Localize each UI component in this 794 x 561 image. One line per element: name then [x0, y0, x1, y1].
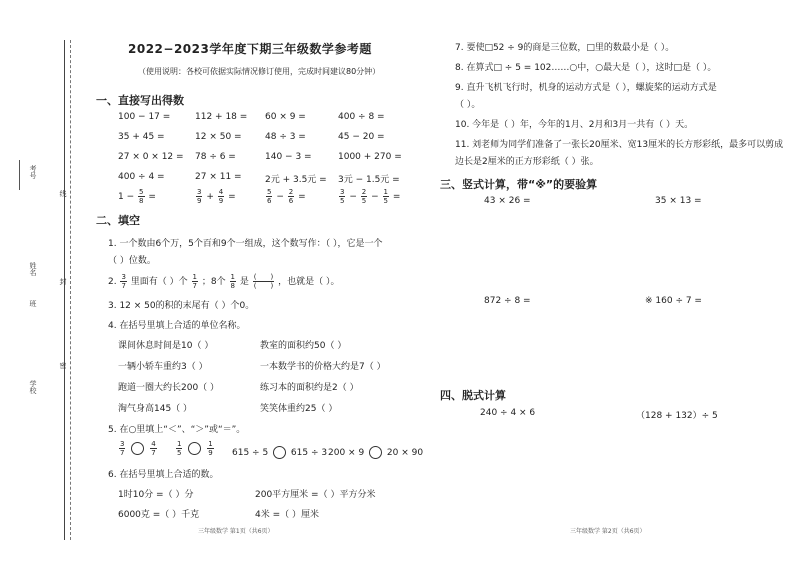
calc-item: 400 ÷ 4 =: [118, 172, 165, 182]
calc-item: 140 − 3 =: [265, 152, 312, 162]
calc-item: 400 ÷ 8 =: [338, 112, 385, 122]
q4-item: 一本数学书的价格大约是7（ ）: [260, 362, 386, 372]
fraction: $\frac{5}{6}$: [267, 188, 272, 205]
q4-item: 一辆小轿车重约3（ ）: [118, 362, 208, 372]
calc-item: 27 × 11 =: [195, 172, 242, 182]
frac-op: −: [126, 192, 135, 202]
compare-circle[interactable]: [369, 446, 382, 459]
kaohao-underline: [19, 160, 20, 190]
question-2: 2. $\frac{3}{7}$ 里面有（ ）个 $\frac{1}{7}$ ；8个 $\frac{1}{8}$ 是 $\frac{( )}{( )}$ ，也就是（ ）。: [108, 273, 340, 290]
frac-op: −: [276, 192, 284, 202]
calc-item-fraction: 1 − $\frac{5}{8}$ =: [118, 188, 156, 205]
q5-compare-2: [175, 440, 215, 457]
calc-item: 48 ÷ 3 =: [265, 132, 306, 142]
usage-note: （使用说明：各校可依据实际情况修订使用，完成时间建议80分钟）: [138, 67, 381, 76]
vertical-calc-item: 872 ÷ 8 =: [484, 296, 531, 306]
question-8: 8. 在算式□ ÷ 5 = 102……○中，○最大是（ ），这时□是（ ）。: [455, 63, 717, 73]
page-title: 2022−2023学年度下期三年级数学参考题: [128, 42, 372, 56]
label-xuexiao: 学校: [29, 380, 37, 394]
question-9-line1: 9. 直升飞机飞行时，机身的运动方式是（ ），螺旋桨的运动方式是: [455, 83, 717, 93]
q4-item: 笑笑体重约25（ ）: [260, 404, 338, 414]
fraction: $\frac{3}{7}$: [121, 273, 126, 290]
section2-heading: 二、填空: [96, 214, 140, 227]
q5-compare-1: [118, 440, 158, 457]
question-5: 5. 在○里填上“＜”、“＞”或“＝”。: [108, 425, 246, 435]
fraction: $\frac{4}{7}$: [151, 440, 156, 457]
label-xingming: 姓名: [29, 262, 37, 276]
q4-item: 教室的面积约50（ ）: [260, 341, 347, 351]
frac-int: 1: [118, 192, 124, 202]
question-1-line1: 1. 一个数由6个万，5个百和9个一组成，这个数写作：（ ），它是一个: [108, 239, 383, 249]
compare-circle[interactable]: [273, 446, 286, 459]
question-7: 7. 要使□52 ÷ 9的商是三位数，□里的数最小是（ ）。: [455, 43, 675, 53]
q6-item: 4米 =（ ）厘米: [255, 510, 319, 520]
calc-item: 35 + 45 =: [118, 132, 165, 142]
frac-op: −: [371, 192, 379, 202]
section1-heading: 一、直接写出得数: [96, 94, 184, 107]
vertical-calc-item: 43 × 26 =: [484, 196, 531, 206]
q6-item: 1时10分 =（ ）分: [118, 490, 194, 500]
calc-item-fraction: $\frac{3}{5}$ − $\frac{2}{5}$ − $\frac{1}{5}$ =: [340, 188, 401, 205]
calc-item: 12 × 50 =: [195, 132, 242, 142]
fraction: $\frac{2}{6}$: [288, 188, 294, 205]
calc-item-fraction: $\frac{5}{6}$ − $\frac{2}{6}$ =: [267, 188, 306, 205]
calc-item: 45 − 20 =: [338, 132, 385, 142]
question-11-line2: 边长是2厘米的正方形彩纸（ ）张。: [455, 157, 599, 167]
q6-item: 6000克 =（ ）千克: [118, 510, 200, 520]
calc-item: 78 ÷ 6 =: [195, 152, 236, 162]
calc-item: 27 × 0 × 12 =: [118, 152, 184, 162]
fraction: $\frac{1}{8}$: [230, 273, 235, 290]
q4-item: 跑道一圈大约长200（ ）: [118, 383, 220, 393]
question-4: 4. 在括号里填上合适的单位名称。: [108, 321, 246, 331]
fraction: $\frac{4}{9}$: [218, 188, 224, 205]
label-xian: 线: [59, 190, 67, 197]
label-ban: 班: [29, 300, 37, 307]
fraction: $\frac{2}{5}$: [361, 188, 367, 205]
calc-item: 100 − 17 =: [118, 112, 171, 122]
fraction: $\frac{3}{5}$: [340, 188, 345, 205]
vertical-calc-item: ※ 160 ÷ 7 =: [645, 296, 702, 306]
question-6: 6. 在括号里填上合适的数。: [108, 470, 219, 480]
section4-heading: 四、脱式计算: [440, 389, 506, 402]
question-3: 3. 12 × 50的积的末尾有（ ）个0。: [108, 301, 255, 311]
q4-item: 练习本的面积约是2（ ）: [260, 383, 359, 393]
footer-right: 三年级数学 第2页（共6页）: [570, 528, 646, 535]
calc-item-fraction: $\frac{3}{9}$ + $\frac{4}{9}$ =: [197, 188, 236, 205]
q5-compare-3: 615 ÷ 5 615 ÷ 3: [232, 448, 328, 458]
frac-op: −: [349, 192, 357, 202]
label-mi: 密: [59, 362, 67, 369]
fraction: $\frac{5}{8}$: [139, 188, 144, 205]
question-11-line1: 11. 刘老师为同学们准备了一张长20厘米、宽13厘米的长方形彩纸，最多可以剪成: [455, 140, 784, 150]
binding-solid-line: [64, 40, 65, 540]
fraction: $\frac{1}{5}$: [383, 188, 388, 205]
fraction: $\frac{1}{7}$: [192, 273, 198, 290]
calc-item: 1000 + 270 =: [338, 152, 402, 162]
calc-item: 2元 + 3.5元 =: [265, 175, 327, 185]
q6-item: 200平方厘米 =（ ）平方分米: [255, 490, 376, 500]
vertical-calc-item: 35 × 13 =: [655, 196, 702, 206]
q4-item: 课间休息时间是10（ ）: [118, 341, 214, 351]
compare-circle[interactable]: [131, 442, 144, 455]
fraction: $\frac{1}{9}$: [208, 440, 213, 457]
section3-heading: 三、竖式计算，带“※”的要验算: [440, 178, 598, 191]
q5-compare-4: 200 × 9 20 × 90: [328, 448, 424, 458]
label-kaohao: 考号: [29, 165, 37, 179]
binding-dashed-line: [70, 40, 71, 540]
footer-left: 三年级数学 第1页（共6页）: [198, 528, 274, 535]
question-1-line2: （ ）位数。: [108, 256, 156, 266]
blank-fraction[interactable]: $\frac{( )}{( )}$: [253, 273, 274, 290]
calc-item: 3元 − 1.5元 =: [338, 175, 400, 185]
fraction: $\frac{3}{7}$: [120, 440, 125, 457]
fraction: $\frac{1}{5}$: [177, 440, 182, 457]
frac-op: +: [206, 192, 214, 202]
label-feng: 封: [59, 278, 67, 285]
q4-item: 淘气身高145（ ）: [118, 404, 193, 414]
compare-circle[interactable]: [188, 442, 201, 455]
calc-item: 112 + 18 =: [195, 112, 248, 122]
step-calc-item: 240 ÷ 4 × 6: [480, 408, 536, 418]
fraction: $\frac{3}{9}$: [197, 188, 202, 205]
calc-item: 60 × 9 =: [265, 112, 306, 122]
question-10: 10. 今年是（ ）年，今年的1月、2月和3月一共有（ ）天。: [455, 120, 694, 130]
step-calc-item: （128 + 132）÷ 5: [636, 411, 718, 421]
question-9-line2: （ ）。: [455, 100, 481, 110]
